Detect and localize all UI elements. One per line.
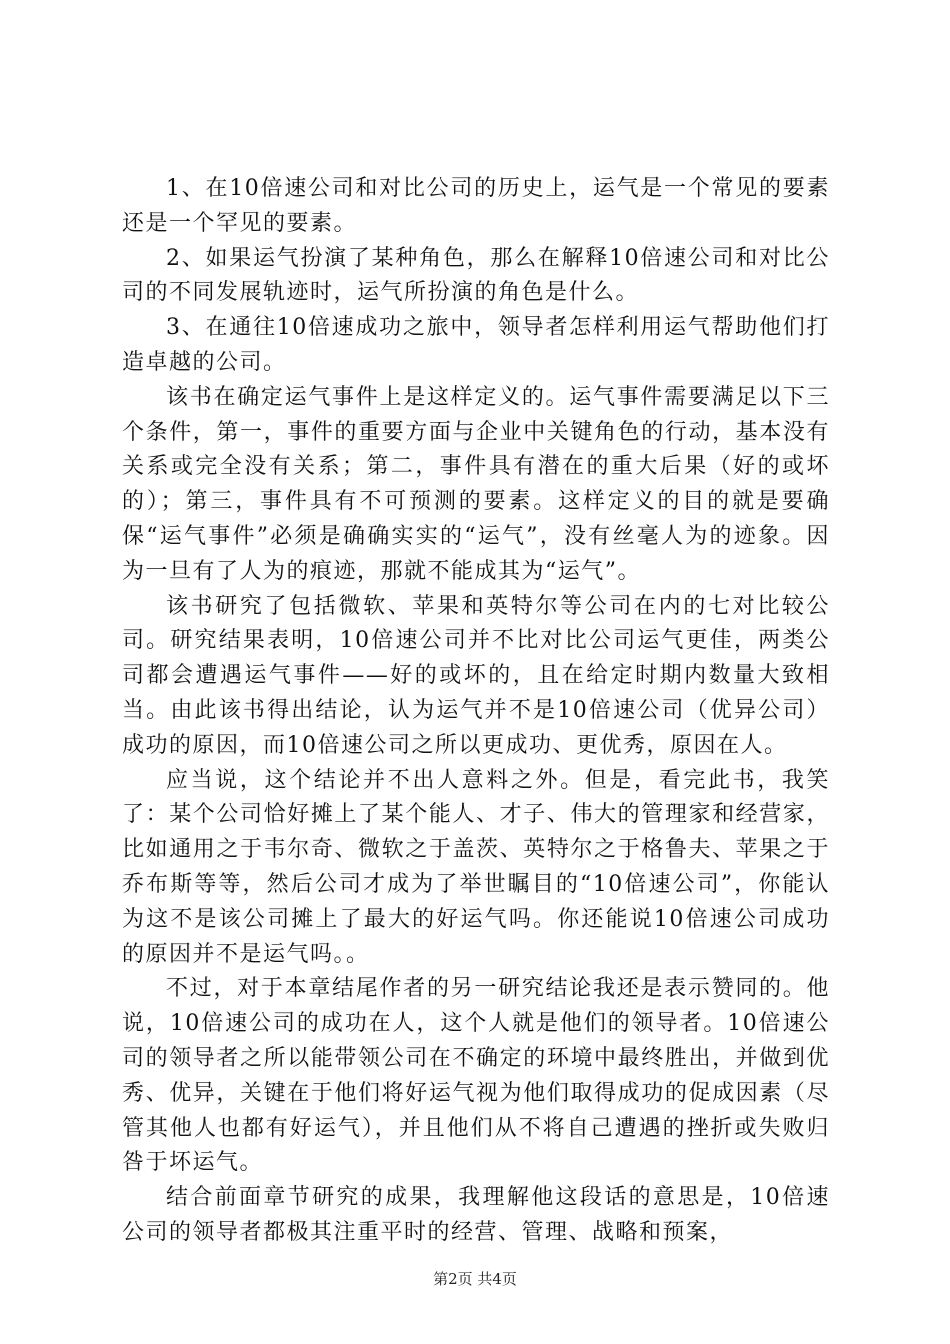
paragraph-agreement: 不过，对于本章结尾作者的另一研究结论我还是表示赞同的。他说，10倍速公司的成功在人，这个人就是他们的领导者。10倍速公司的领导者之所以能带领公司在不确定的环境中最终胜出，并做到优秀、优异，关键在于他们将好运气视为他们取得成功的促成因素（尽管其他人也都有好运气），并且他们从不将自己遭遇的挫折或失败归咎于坏运气。 (122, 976, 830, 1176)
page-footer: 第2页 共4页 (433, 1270, 517, 1288)
paragraph-luck-definition: 该书在确定运气事件上是这样定义的。运气事件需要满足以下三个条件，第一，事件的重要方面与企业中关键角色的行动，基本没有关系或完全没有关系；第二，事件具有潜在的重大后果（好的或坏的）；第三，事件具有不可预测的要素。这样定义的目的就是要确保“运气事件”必须是确确实实的“运气”，没有丝毫人为的迹象。因为一旦有了人为的痕迹，那就不能成其为“运气”。 (122, 384, 830, 584)
paragraph-research-result: 该书研究了包括微软、苹果和英特尔等公司在内的七对比较公司。研究结果表明，10倍速公司并不比对比公司运气更佳，两类公司都会遭遇运气事件——好的或坏的，且在给定时期内数量大致相当。由此该书得出结论，认为运气并不是10倍速公司（优异公司）成功的原因，而10倍速公司之所以更成功、更优秀，原因在人。 (122, 593, 830, 758)
paragraph-question-1: 1、在10倍速公司和对比公司的历史上，运气是一个常见的要素还是一个罕见的要素。 (122, 176, 830, 236)
paragraph-interpretation: 结合前面章节研究的成果，我理解他这段话的意思是，10倍速公司的领导者都极其注重平时的经营、管理、战略和预案， (122, 1185, 830, 1245)
paragraph-question-2: 2、如果运气扮演了某种角色，那么在解释10倍速公司和对比公司的不同发展轨迹时，运气所扮演的角色是什么。 (122, 245, 830, 306)
document-body (122, 172, 830, 1251)
paragraph-question-3: 3、在通往10倍速成功之旅中，领导者怎样利用运气帮助他们打造卓越的公司。 (122, 315, 830, 375)
paragraph-author-comment: 应当说，这个结论并不出人意料之外。但是，看完此书，我笑了：某个公司恰好摊上了某个能人、才子、伟大的管理家和经营家，比如通用之于韦尔奇、微软之于盖茨、英特尔之于格鲁夫、苹果之于乔布斯等等，然后公司才成为了举世瞩目的“10倍速公司”，你能认为这不是该公司摊上了最大的好运气吗。你还能说10倍速公司成功的原因并不是运气吗。。 (122, 767, 830, 967)
